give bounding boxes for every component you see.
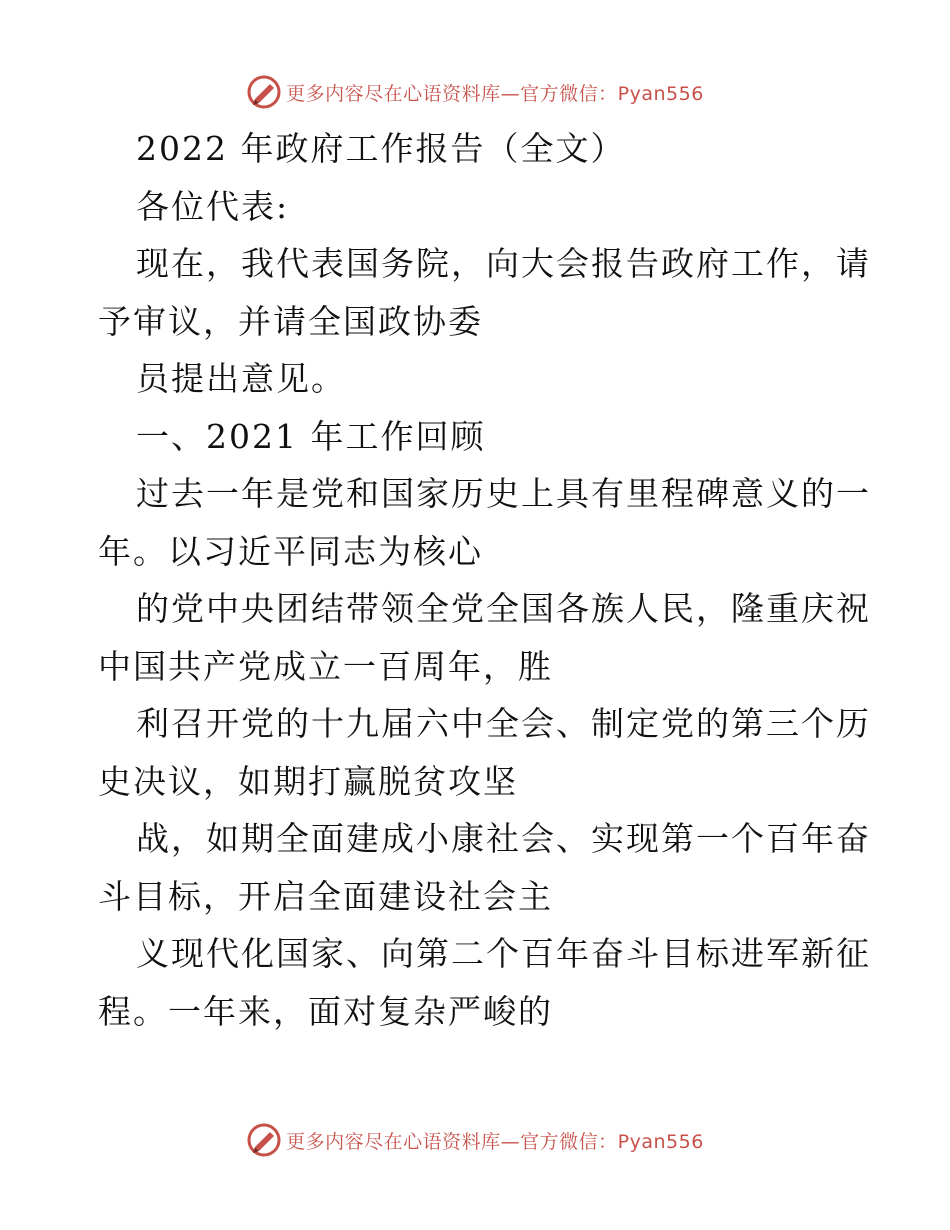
header-watermark	[0, 68, 950, 116]
text-line: 的党中央团结带领全党全国各族人民，隆重庆祝	[136, 589, 871, 628]
watermark-text: 更多内容尽在心语资料库—官方微信：Pyan556	[286, 1130, 704, 1153]
pen-logo-icon	[246, 1122, 282, 1158]
text-line: 中国共产党成立一百周年，胜	[98, 646, 553, 686]
text-line: 程。一年来，面对复杂严峻的	[98, 991, 553, 1031]
text-line: 员提出意见。	[136, 359, 346, 398]
text-line: 现在，我代表国务院，向大会报告政府工作，请	[136, 244, 871, 283]
text-line: 斗目标，开启全面建设社会主	[98, 876, 553, 916]
document-body	[98, 120, 871, 1040]
footer-watermark	[0, 1116, 950, 1164]
text-line: 史决议，如期打赢脱贫攻坚	[98, 761, 518, 801]
text-line: 利召开党的十九届六中全会、制定党的第三个历	[136, 704, 871, 743]
text-line: 予审议，并请全国政协委	[98, 301, 483, 341]
text-line: 过去一年是党和国家历史上具有里程碑意义的一	[136, 474, 871, 513]
text-line: 义现代化国家、向第二个百年奋斗目标进军新征	[136, 934, 871, 973]
text-line: 战，如期全面建成小康社会、实现第一个百年奋	[136, 819, 871, 858]
pen-logo-icon	[246, 74, 282, 110]
text-line: 一、2021 年工作回顾	[136, 416, 486, 456]
text-line: 2022 年政府工作报告（全文）	[136, 129, 626, 168]
text-line: 年。以习近平同志为核心	[98, 531, 483, 571]
watermark-text: 更多内容尽在心语资料库—官方微信：Pyan556	[286, 82, 704, 105]
text-line: 各位代表:	[136, 186, 290, 226]
